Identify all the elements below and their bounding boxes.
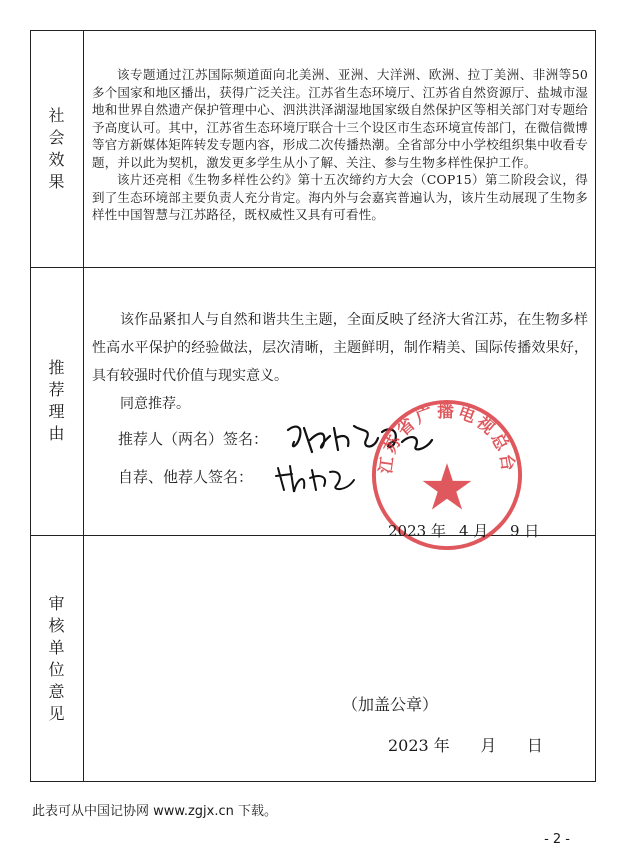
agree-text: 同意推荐。	[120, 396, 190, 412]
self-recommender-label: 自荐、他荐人签名：	[118, 468, 254, 486]
recommend-reason-paragraph: 该作品紧扣人与自然和谐共生主题，全面反映了经济大省江苏，在生物多样性高水平保护的经验做法，层次清晰，主题鲜明，制作精美、国际传播效果好，具有较强时代价值与现实意义。	[92, 312, 588, 384]
row-label-review-unit: 审核单位意见	[48, 593, 65, 723]
download-note: 此表可从中国记协网 www.zgjx.cn 下载。	[32, 804, 278, 819]
seal-note: （加盖公章）	[342, 695, 439, 714]
column-divider	[83, 30, 84, 782]
recommender-label: 推荐人（两名）签名：	[118, 430, 269, 448]
seal-star-icon	[423, 463, 472, 509]
seal-text: 江苏省广播电视总台	[375, 400, 519, 475]
recommend-date-year: 2023 年	[388, 522, 446, 540]
social-effect-paragraph-2: 该片还亮相《生物多样性公约》第十五次缔约方大会（COP15）第二阶段会议，得到了生态环境部主要负责人充分肯定。海内外与会嘉宾普遍认为，该片生动展现了生物多样性中国智慧与江苏路径，既权威性又具有可看性。	[92, 172, 588, 222]
recommend-date-month: 4 月	[459, 522, 489, 540]
row-divider-1	[30, 267, 596, 268]
recommend-date-day: 9 日	[510, 522, 540, 540]
page-number: - 2 -	[544, 832, 570, 847]
row-label-recommend-reason: 推荐理由	[48, 358, 65, 443]
review-date: 2023 年 月 日	[388, 736, 543, 755]
self-recommender-signature	[272, 460, 362, 498]
social-effect-content	[92, 66, 588, 224]
social-effect-paragraph-1: 该专题通过江苏国际频道面向北美洲、亚洲、大洋洲、欧洲、拉丁美洲、非洲等50多个国家和地区播出，获得广泛关注。江苏省生态环境厅、江苏省自然资源厅、盐城市湿地和世界自然遗产保护管理中心、泗洪洪泽湖湿地国家级自然保护区等相关部门对专题给予高度认可。其中，江苏省生态环境厅联合十三个设区市生态环境宣传部门，在微信微博等官方新媒体矩阵转发专题内容，形成二次传播热潮。全省部分中小学校组织集中收看专题，并以此为契机，激发更多学生从小了解、关注、参与生物多样性保护工作。	[92, 67, 588, 170]
row-label-social-effect: 社会效果	[48, 105, 65, 191]
